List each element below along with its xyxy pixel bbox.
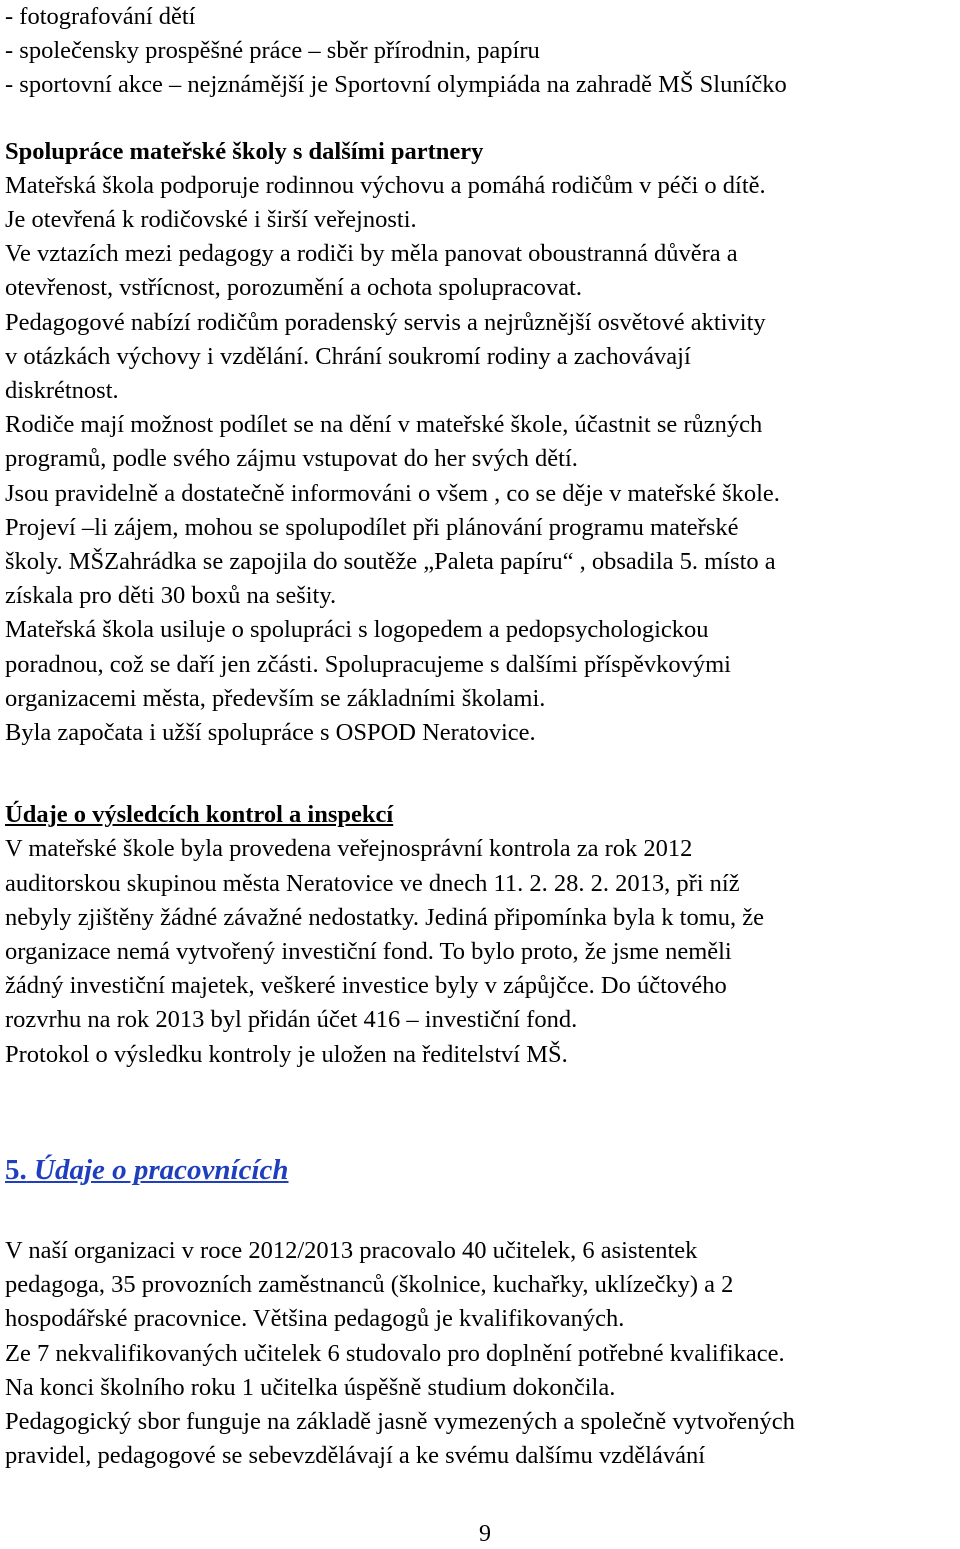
paragraph-line: školy. MŠZahrádka se zapojila do soutěže „Paleta papíru“ , obsadila 5. místo a	[5, 548, 776, 576]
section-title: Údaje o pracovnících	[34, 1153, 289, 1186]
paragraph-line: programů, podle svého zájmu vstupovat do her svých dětí.	[5, 445, 578, 473]
page-number: 9	[479, 1521, 491, 1547]
paragraph-line: Na konci školního roku 1 učitelka úspěšně studium dokončila.	[5, 1373, 616, 1401]
partners-section	[5, 135, 960, 751]
paragraph-line: organizacemi města, především se základními školami.	[5, 684, 546, 712]
paragraph-line: poradnou, což se daří jen zčásti. Spolupracujeme s dalšími příspěvkovými	[5, 650, 731, 678]
section-heading: Údaje o výsledcích kontrol a inspekcí	[5, 801, 394, 829]
section-number: 5.	[5, 1153, 27, 1186]
section-heading-link[interactable]	[5, 1150, 960, 1190]
paragraph-line: Ze 7 nekvalifikovaných učitelek 6 studovalo pro doplnění potřebné kvalifikace.	[5, 1339, 785, 1367]
paragraph-line: hospodářské pracovnice. Většina pedagogů je kvalifikovaných.	[5, 1305, 625, 1333]
paragraph-line: diskrétnost.	[5, 377, 119, 405]
paragraph-line: nebyly zjištěny žádné závažné nedostatky. Jediná připomínka byla k tomu, že	[5, 903, 765, 931]
paragraph-line: auditorskou skupinou města Neratovice ve dnech 11. 2. 28. 2. 2013, při níž	[5, 869, 740, 897]
paragraph-line: Ve vztazích mezi pedagogy a rodiči by měla panovat oboustranná důvěra a	[5, 240, 738, 268]
paragraph-line: rozvrhu na rok 2013 byl přidán účet 416 – investiční fond.	[5, 1006, 578, 1034]
paragraph-line: V mateřské škole byla provedena veřejnosprávní kontrola za rok 2012	[5, 835, 693, 863]
inspection-section	[5, 798, 960, 1072]
paragraph-line: Protokol o výsledku kontroly je uložen na ředitelství MŠ.	[5, 1040, 568, 1068]
paragraph-line: v otázkách výchovy i vzdělání. Chrání soukromí rodiny a zachovávají	[5, 342, 691, 370]
paragraph-line: žádný investiční majetek, veškeré investice byly v zápůjčce. Do účtového	[5, 972, 727, 1000]
paragraph-line: Pedagogický sbor funguje na základě jasně vymezených a společně vytvořených	[5, 1407, 795, 1435]
list-item: - společensky prospěšné práce – sběr přírodnin, papíru	[5, 37, 540, 65]
paragraph-line: Jsou pravidelně a dostatečně informováni o všem , co se děje v mateřské škole.	[5, 479, 780, 507]
paragraph-line: organizace nemá vytvořený investiční fond. To bylo proto, že jsme neměli	[5, 938, 732, 966]
document-page	[5, 0, 960, 1473]
paragraph-line: získala pro děti 30 boxů na sešity.	[5, 582, 337, 610]
paragraph-line: pravidel, pedagogové se sebevzdělávají a ke svému dalšímu vzdělávání	[5, 1442, 706, 1470]
section-heading: Spolupráce mateřské školy s dalšími partnery	[5, 137, 484, 165]
intro-list	[5, 0, 960, 103]
paragraph-line: Byla započata i užší spolupráce s OSPOD Neratovice.	[5, 719, 536, 747]
paragraph-line: otevřenost, vstřícnost, porozumění a ochota spolupracovat.	[5, 274, 582, 302]
paragraph-line: Mateřská škola usiluje o spolupráci s logopedem a pedopsychologickou	[5, 616, 709, 644]
paragraph-line: Pedagogové nabízí rodičům poradenský servis a nejrůznější osvětové aktivity	[5, 308, 766, 336]
paragraph-line: pedagoga, 35 provozních zaměstnanců (školnice, kuchařky, uklízečky) a 2	[5, 1271, 734, 1299]
paragraph-line: V naší organizaci v roce 2012/2013 pracovalo 40 učitelek, 6 asistentek	[5, 1236, 698, 1264]
list-item: - sportovní akce – nejznámější je Sportovní olympiáda na zahradě MŠ Sluníčko	[5, 71, 787, 99]
paragraph-line: Je otevřená k rodičovské i širší veřejnosti.	[5, 206, 417, 234]
list-item: - fotografování dětí	[5, 3, 196, 30]
paragraph-line: Rodiče mají možnost podílet se na dění v mateřské škole, účastnit se různých	[5, 411, 763, 439]
paragraph-line: Projeví –li zájem, mohou se spolupodílet při plánování programu mateřské	[5, 513, 739, 541]
staff-section	[5, 1150, 960, 1473]
paragraph-line: Mateřská škola podporuje rodinnou výchovu a pomáhá rodičům v péči o dítě.	[5, 171, 766, 199]
